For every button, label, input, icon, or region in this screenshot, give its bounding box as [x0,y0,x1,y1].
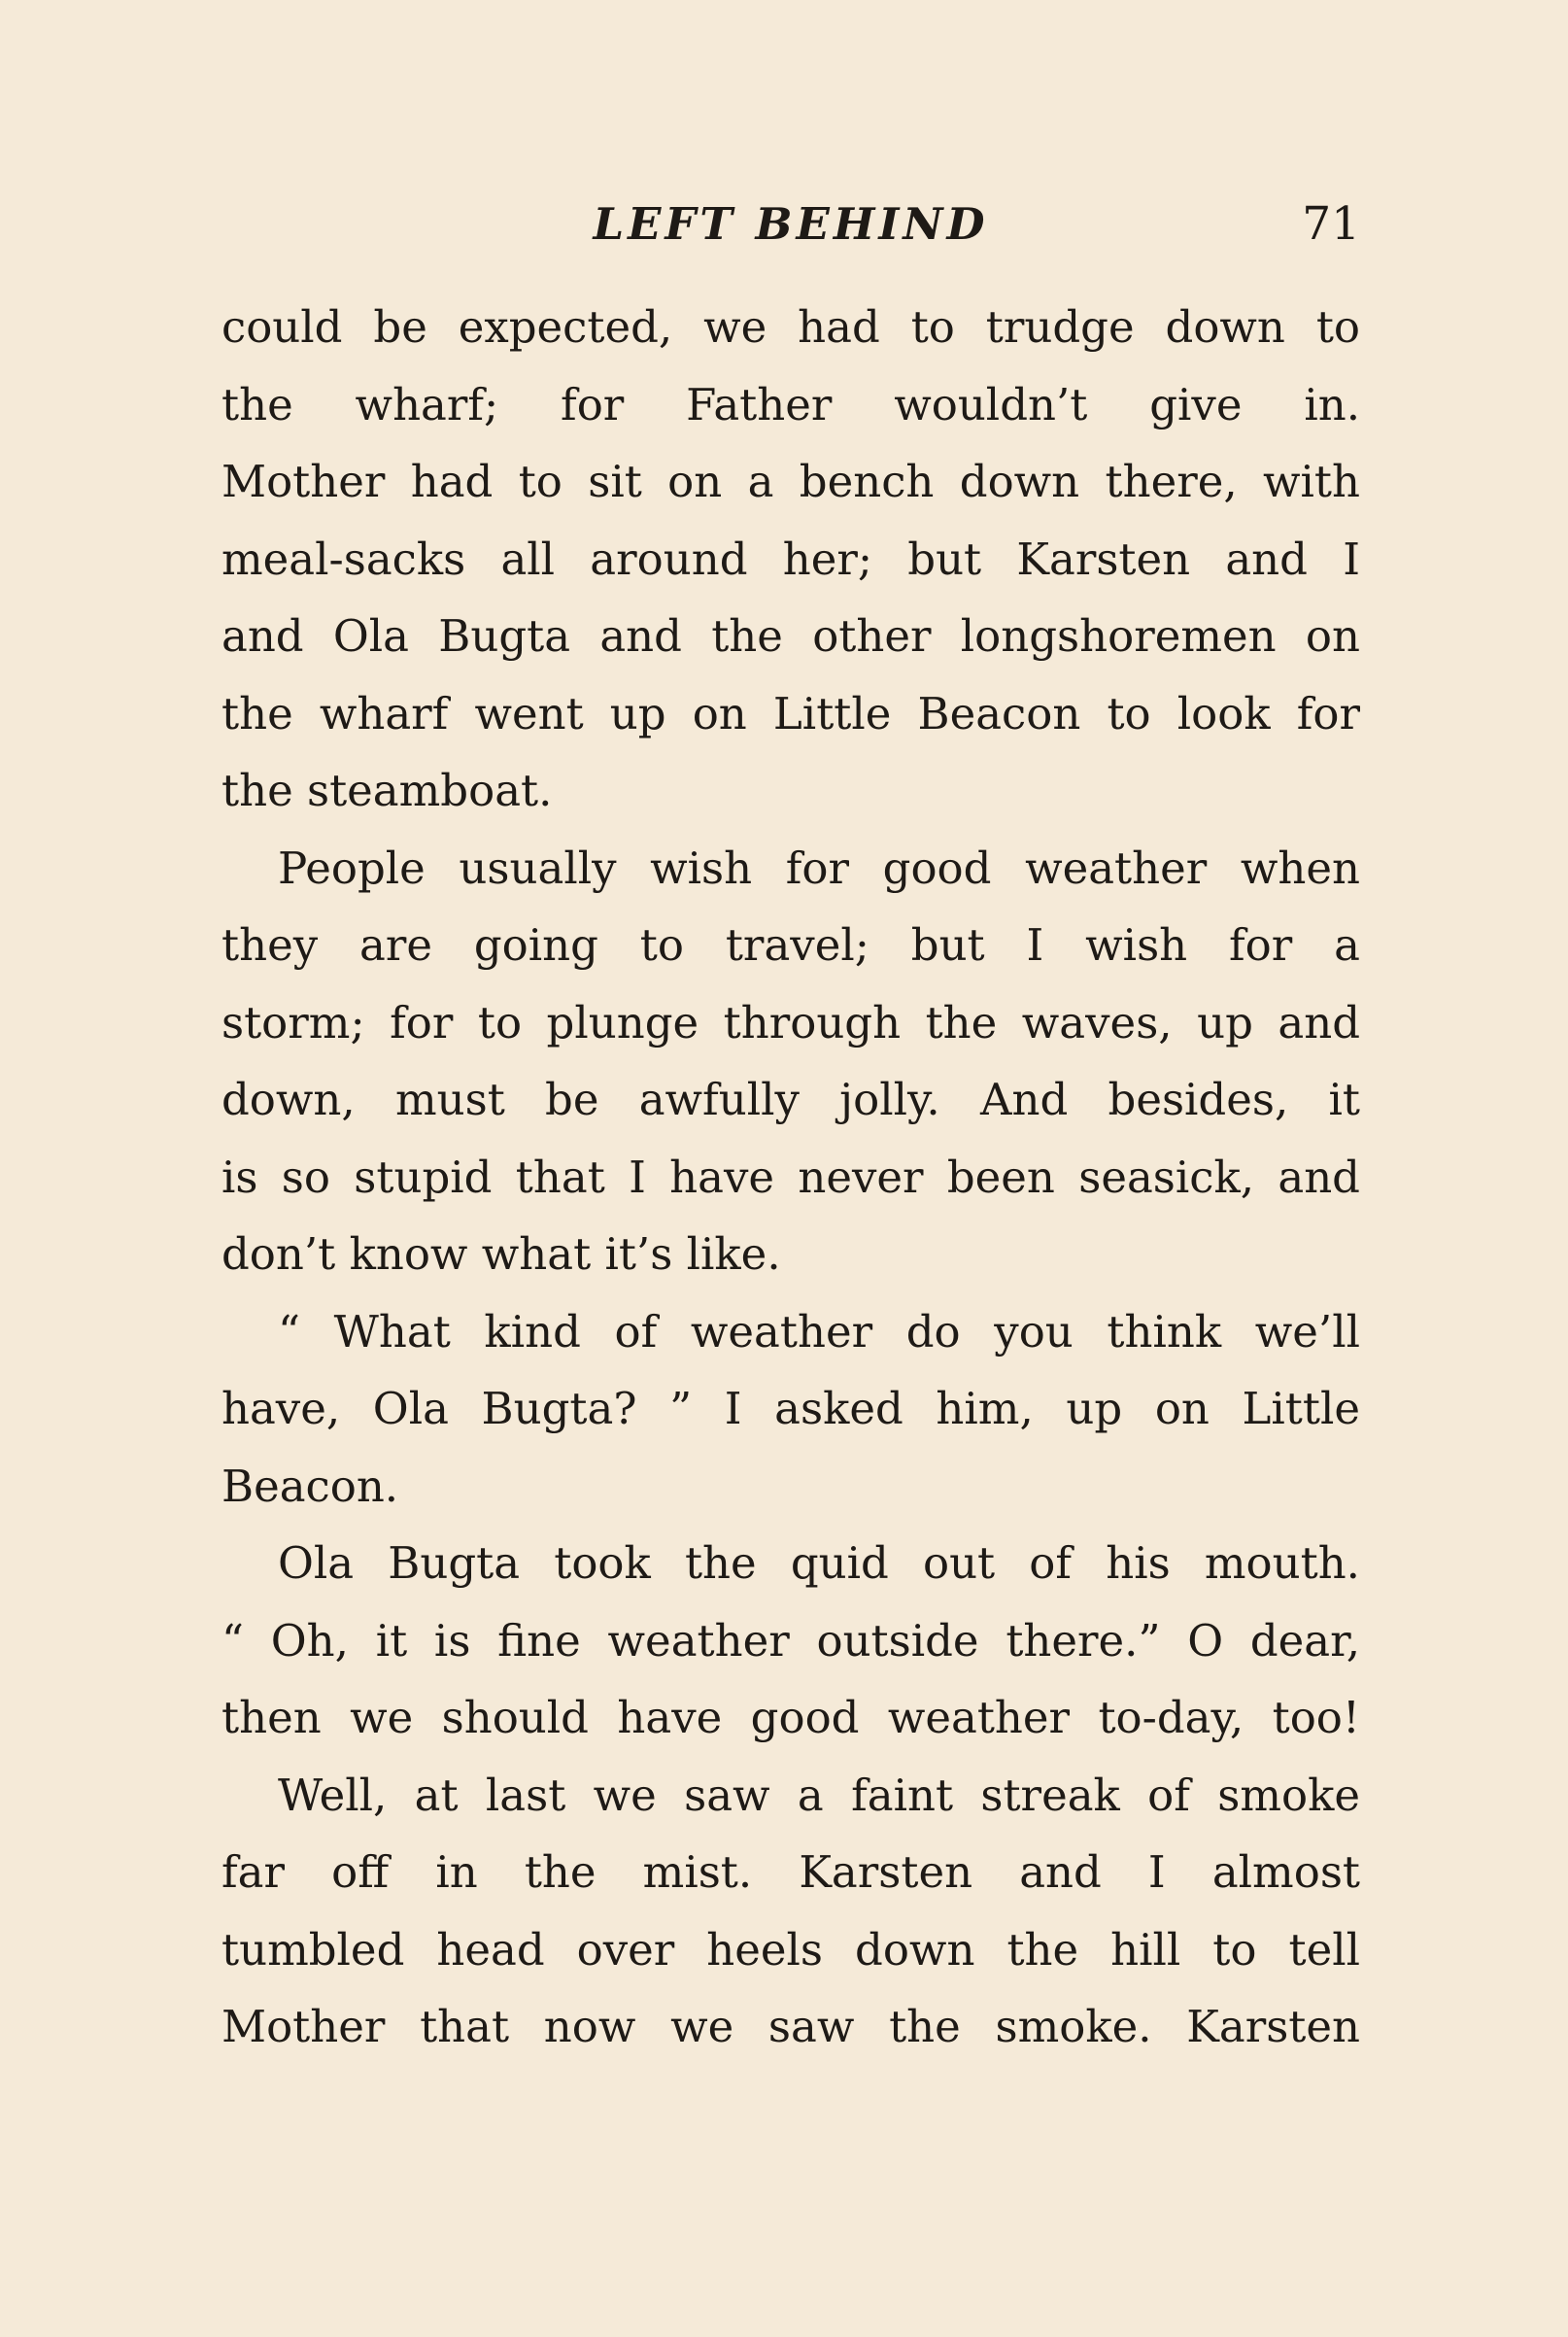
text-line: and Ola Bugta and the other longshoremen on [222,610,1360,662]
text-line: could be expected, we had to trudge down to [222,301,1360,353]
running-title: LEFT BEHIND [593,198,989,250]
text-line: People usually wish for good weather when [278,842,1360,894]
text-line: meal-sacks all around her; but Karsten and I [222,533,1360,585]
text-line: don’t know what it’s like. [222,1228,781,1280]
text-line: Ola Bugta took the quid out of his mouth. [278,1537,1360,1589]
body-text [222,289,1360,2066]
text-line: tumbled head over heels down the hill to tell [222,1923,1360,1976]
text-line: have, Ola Bugta? ” I asked him, up on Little [222,1383,1360,1434]
text-line: Beacon. [222,1460,399,1512]
text-line: down, must be awfully jolly. And besides, it [222,1074,1360,1125]
text-line: is so stupid that I have never been seasick, and [222,1151,1360,1203]
text-line: they are going to travel; but I wish for a [222,919,1360,971]
text-line: storm; for to plunge through the waves, up and [222,996,1360,1048]
text-line: “ What kind of weather do you think we’ll [278,1305,1360,1358]
text-line: Mother that now we saw the smoke. Karsten [222,2001,1360,2052]
running-head [222,190,1360,258]
text-line: the wharf went up on Little Beacon to look for [222,687,1360,739]
text-line: the wharf; for Father wouldn’t give in. [222,378,1360,430]
text-line: then we should have good weather to-day, too! [222,1692,1360,1743]
text-line: the steamboat. [222,765,553,816]
text-line: “ Oh, it is fine weather outside there.” O dear, [222,1614,1360,1667]
page-number: 71 [1302,197,1360,251]
text-line: Mother had to sit on a bench down there, with [222,456,1360,507]
text-line: far off in the mist. Karsten and I almost [222,1846,1360,1898]
text-line: Well, at last we saw a faint streak of smoke [278,1769,1360,1821]
